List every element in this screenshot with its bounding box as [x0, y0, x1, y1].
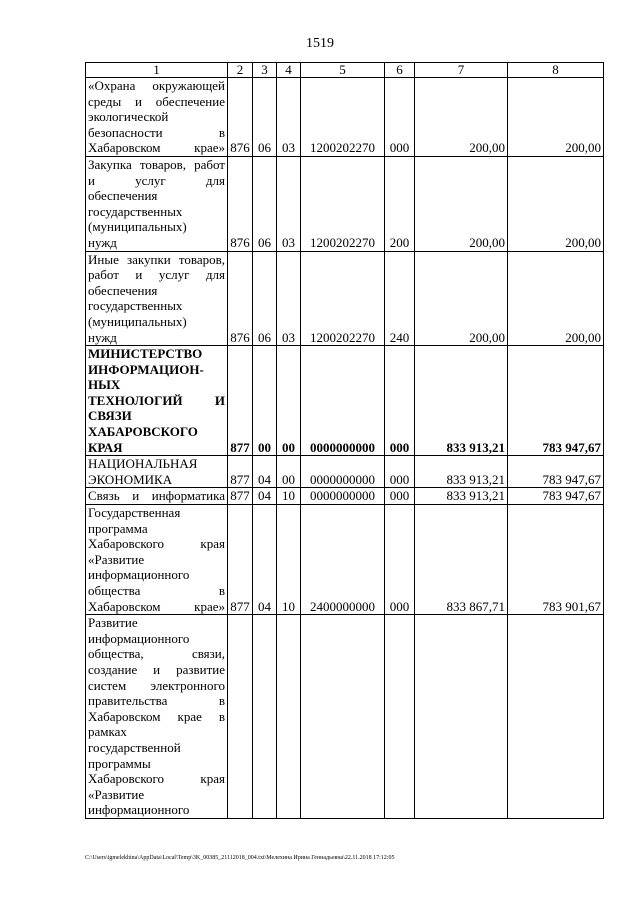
page-number: 1519: [306, 36, 334, 51]
expense-type-cell: 200: [385, 156, 415, 251]
row-name-line: среды и обеспечение: [88, 93, 225, 109]
row-name-line: ИНФОРМАЦИОН-: [88, 361, 204, 377]
row-name-line: экологической: [88, 109, 169, 125]
target-article-cell: [301, 615, 385, 819]
row-name-cell: [86, 505, 228, 615]
row-name-cell: [86, 615, 228, 819]
chapter-code-cell: 04: [253, 488, 277, 505]
file-path-footer: C:\Users\igmelekhina\AppData\Local\Temp\3K_00385_21112018_004.txt\Мелехина Ирина Геннадьевна\22.11.2018 17:12:05: [85, 855, 395, 861]
row-name-line: Государственная: [88, 505, 181, 521]
row-name-line: общества, связи,: [88, 646, 225, 662]
amount-year2-cell: 783 947,67: [508, 488, 604, 505]
section-code-cell: 877: [228, 346, 253, 456]
row-name-line: рамках: [88, 724, 127, 740]
row-name-line: СВЯЗИ: [88, 408, 132, 424]
chapter-code-cell: 00: [253, 346, 277, 456]
row-name-line: ХАБАРОВСКОГО: [88, 424, 198, 440]
amount-year2-cell: 200,00: [508, 78, 604, 157]
row-name-line: информационного: [88, 567, 190, 583]
section-code-cell: 876: [228, 251, 253, 346]
subchapter-code-cell: 00: [277, 346, 301, 456]
row-name-cell: [86, 488, 228, 505]
section-code-cell: 877: [228, 488, 253, 505]
row-name-cell: [86, 346, 228, 456]
subchapter-code-cell: 03: [277, 156, 301, 251]
row-name-cell: [86, 251, 228, 346]
row-name-line: Иные закупки товаров,: [88, 251, 225, 267]
amount-year2-cell: 200,00: [508, 251, 604, 346]
row-name-line: создание и развитие: [88, 661, 225, 677]
column-header: 1: [86, 63, 228, 78]
chapter-code-cell: 06: [253, 156, 277, 251]
row-name-line: государственных: [88, 298, 183, 314]
target-article-cell: 0000000000: [301, 456, 385, 488]
table-row: [86, 78, 604, 157]
chapter-code-cell: 06: [253, 251, 277, 346]
amount-year1-cell: 200,00: [415, 251, 508, 346]
amount-year1-cell: 833 913,21: [415, 346, 508, 456]
expense-type-cell: 000: [385, 488, 415, 505]
chapter-code-cell: 04: [253, 456, 277, 488]
row-name-line: МИНИСТЕРСТВО: [88, 346, 203, 362]
row-name-line: Хабаровского края: [88, 771, 225, 787]
amount-year1-cell: 833 913,21: [415, 456, 508, 488]
amount-year1-cell: 200,00: [415, 156, 508, 251]
row-name-line: нужд: [88, 329, 117, 345]
row-name-line: Хабаровском крае»: [88, 140, 225, 156]
row-name-line: программы: [88, 755, 151, 771]
row-name-line: КРАЯ: [88, 439, 123, 455]
target-article-cell: 0000000000: [301, 346, 385, 456]
row-name-line: Хабаровского края: [88, 536, 225, 552]
section-code-cell: 876: [228, 156, 253, 251]
subchapter-code-cell: 10: [277, 488, 301, 505]
row-name-line: Связь и информатика: [88, 488, 225, 504]
column-header: 8: [508, 63, 604, 78]
section-code-cell: 877: [228, 456, 253, 488]
row-name-line: обеспечения: [88, 188, 158, 204]
row-name-line: и услуг для: [88, 172, 225, 188]
row-name-cell: [86, 456, 228, 488]
column-header: 3: [253, 63, 277, 78]
amount-year2-cell: 783 901,67: [508, 505, 604, 615]
row-name-line: систем электронного: [88, 677, 225, 693]
row-name-line: Развитие: [88, 615, 138, 631]
table-row: [86, 251, 604, 346]
row-name-line: нужд: [88, 234, 117, 250]
subchapter-code-cell: 03: [277, 78, 301, 157]
row-name-line: ТЕХНОЛОГИЙ И: [88, 392, 225, 408]
amount-year1-cell: 833 867,71: [415, 505, 508, 615]
subchapter-code-cell: 00: [277, 456, 301, 488]
row-name-line: Хабаровском крае в: [88, 708, 225, 724]
section-code-cell: [228, 615, 253, 819]
row-name-line: работ и услуг для: [88, 267, 225, 283]
row-name-line: Хабаровском крае»: [88, 598, 225, 614]
amount-year1-cell: 833 913,21: [415, 488, 508, 505]
amount-year2-cell: 783 947,67: [508, 456, 604, 488]
subchapter-code-cell: 10: [277, 505, 301, 615]
row-name-line: «Развитие: [88, 551, 145, 567]
target-article-cell: 1200202270: [301, 78, 385, 157]
column-header: 6: [385, 63, 415, 78]
chapter-code-cell: 04: [253, 505, 277, 615]
row-name-line: (муниципальных): [88, 219, 187, 235]
row-name-cell: [86, 78, 228, 157]
table-row: [86, 456, 604, 488]
table-row: [86, 346, 604, 456]
row-name-line: информационного: [88, 630, 190, 646]
row-name-line: программа: [88, 520, 148, 536]
expense-type-cell: 000: [385, 346, 415, 456]
row-name-line: «Охрана окружающей: [88, 78, 225, 93]
amount-year2-cell: 783 947,67: [508, 346, 604, 456]
row-name-cell: [86, 156, 228, 251]
row-name-line: (муниципальных): [88, 313, 187, 329]
budget-table: [85, 62, 604, 819]
table-row: [86, 156, 604, 251]
table-row: [86, 488, 604, 505]
amount-year2-cell: 200,00: [508, 156, 604, 251]
column-header: 2: [228, 63, 253, 78]
row-name-line: Закупка товаров, работ: [88, 156, 225, 172]
row-name-line: общества в: [88, 583, 225, 598]
expense-type-cell: [385, 615, 415, 819]
subchapter-code-cell: [277, 615, 301, 819]
section-code-cell: 877: [228, 505, 253, 615]
row-name-line: обеспечения: [88, 282, 158, 298]
row-name-line: государственных: [88, 203, 183, 219]
row-name-line: информационного: [88, 802, 190, 818]
chapter-code-cell: 06: [253, 78, 277, 157]
expense-type-cell: 240: [385, 251, 415, 346]
target-article-cell: 0000000000: [301, 488, 385, 505]
row-name-line: НЫХ: [88, 377, 121, 393]
target-article-cell: 1200202270: [301, 251, 385, 346]
chapter-code-cell: [253, 615, 277, 819]
row-name-line: государственной: [88, 739, 181, 755]
row-name-line: НАЦИОНАЛЬНАЯ: [88, 456, 198, 472]
expense-type-cell: 000: [385, 505, 415, 615]
amount-year2-cell: [508, 615, 604, 819]
row-name-line: ЭКОНОМИКА: [88, 471, 173, 487]
target-article-cell: 1200202270: [301, 156, 385, 251]
header-row: [86, 63, 604, 78]
expense-type-cell: 000: [385, 78, 415, 157]
column-header: 5: [301, 63, 385, 78]
target-article-cell: 2400000000: [301, 505, 385, 615]
row-name-line: правительства в: [88, 693, 225, 709]
expense-type-cell: 000: [385, 456, 415, 488]
row-name-line: безопасности в: [88, 124, 225, 140]
column-header: 4: [277, 63, 301, 78]
table-row: [86, 505, 604, 615]
subchapter-code-cell: 03: [277, 251, 301, 346]
column-header: 7: [415, 63, 508, 78]
section-code-cell: 876: [228, 78, 253, 157]
amount-year1-cell: [415, 615, 508, 819]
row-name-line: «Развитие: [88, 786, 145, 802]
amount-year1-cell: 200,00: [415, 78, 508, 157]
table-row: [86, 615, 604, 819]
